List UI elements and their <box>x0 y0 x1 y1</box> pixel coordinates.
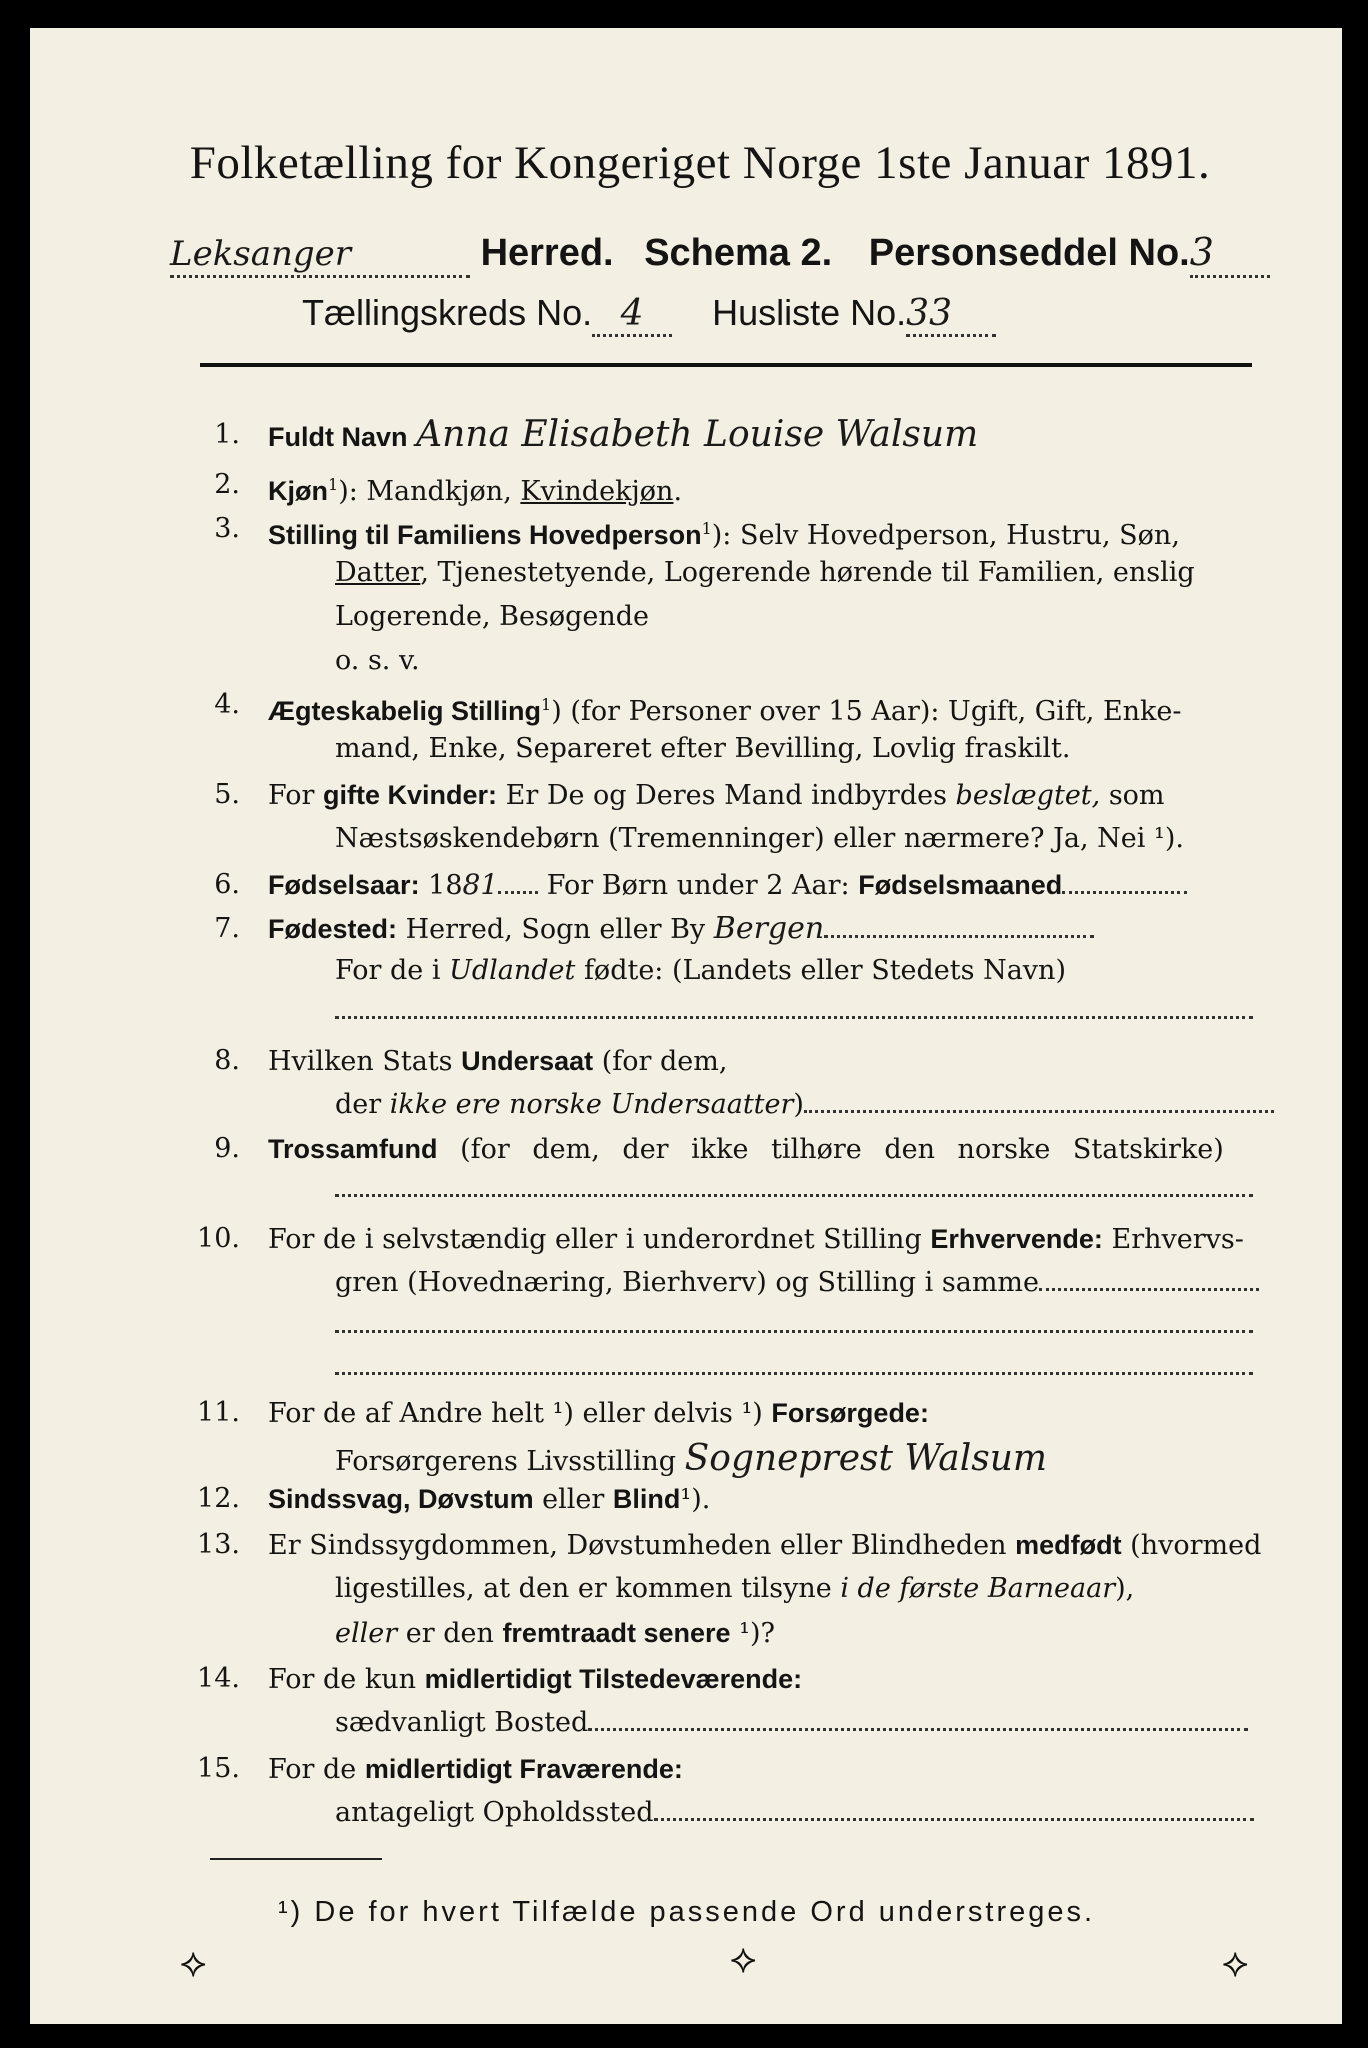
birthplace-value: Bergen <box>713 911 825 946</box>
personseddel-label: Personseddel No. <box>868 232 1190 274</box>
schema-label: Schema 2. <box>644 232 833 274</box>
center-mark-icon: ⟡ <box>730 1936 757 1982</box>
full-name-value: Anna Elisabeth Louise Walsum <box>416 414 979 455</box>
personseddel-no: 3 <box>1189 230 1214 274</box>
provider-value: Sogneprest Walsum <box>684 1438 1048 1479</box>
kreds-no: 4 <box>620 293 644 334</box>
husliste-label: Husliste No. <box>712 292 907 333</box>
birth-year-value: 81 <box>462 868 499 901</box>
kreds-row <box>302 292 1202 337</box>
corner-mark-icon: ⟡ <box>180 1940 207 1986</box>
census-form: Folketælling for Kongeriget Norge 1ste Januar 1891. Leksanger Herred. Schema 2. Personseddel No.3 Tællingskreds No. 4 Husliste No.33 1. Fuldt Navn Anna Elisabeth Louise Walsum 2. Kjøn$^1$): Mandkjøn, Kvindekjøn. 3. Stilling til Familiens Hovedperson$^1$): Selv Hovedperson, Hustru, Søn, Datter, Tjenestetyende, Logerende hørende til Familien, enslig Logerende, Besøgende o. s. v. 4. Ægteskabelig Stilling$^1$) (for Personer over 15 Aar): Ugift, Gift, Enke- mand, Enke, Separeret efter Bevilling, Lovlig fraskilt. 5. For gifte Kvinder: Er De og Deres Mand indbyrdes beslægtet, som Næstsøskendebørn (Tremenninger) eller nærmere? Ja, Nei ¹). 6. Fødselsaar: 1881 For Børn under 2 Aar: Fødselsmaaned 7. Fødested: Herred, Sogn eller By Bergen For de i Udlandet fødte: (Landets eller Stedets Navn) 8. Hvilken Stats Undersaat (for dem, der ikke ere norske Undersaatter) 9. Trossamfund (for dem, der ikke tilhøre den norske Statskirke) 10. For de i selvstændig eller i underordnet Stilling Erhvervende: Erhvervs- gren (Hovednæring, Bierhverv) og Stilling i samme 11. For de af Andre helt ¹) eller delvis ¹) Forsørgede: Forsørgerens Livsstilling Sogneprest Walsum 12. Sindssvag, Døvstum eller Blind¹). 13. Er Sindssygdommen, Døvstumheden eller Blindheden medfødt (hvormed ligestilles, at den er kommen tilsyne i de første Barneaar), eller er den fremtraadt senere ¹)? 14. For de kun midlertidigt Tilstedeværende: sædvanligt Bosted 15. For de midlertidigt Fraværende: antageligt Opholdssted ¹) De for hvert Tilfælde passende Ord understreges. ⟡ ⟡ ⟡ <box>30 28 1342 2024</box>
herred-label: Herred. <box>480 232 614 274</box>
kreds-label: Tællingskreds No. <box>302 292 593 333</box>
header-rule <box>200 363 1252 367</box>
herred-value: Leksanger <box>170 234 352 274</box>
footnote: ¹) De for hvert Tilfælde passende Ord understreges. <box>278 1896 1096 1928</box>
husliste-no: 33 <box>906 293 952 334</box>
form-title: Folketælling for Kongeriget Norge 1ste Januar 1891. <box>189 137 1211 189</box>
corner-mark-icon: ⟡ <box>1222 1940 1249 1986</box>
footnote-rule <box>210 1858 382 1860</box>
herred-row <box>170 230 1250 278</box>
